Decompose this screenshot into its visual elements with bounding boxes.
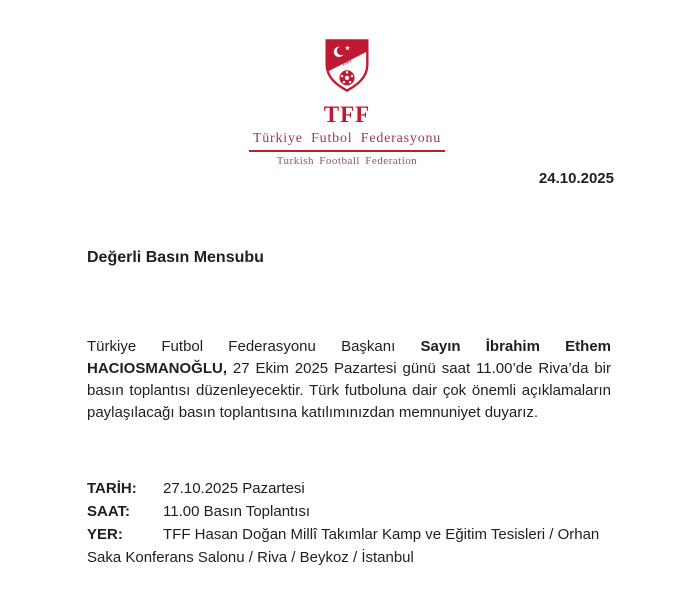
president-name-bold: Sayın İbrahim Ethem HACIOSMANOĞLU, xyxy=(87,338,611,377)
detail-value-yer: TFF Hasan Doğan Millî Takımlar Kamp ve Eğitim Tesisleri / Orhan Saka Konferans Salonu / Riva / Beykoz / İstanbul xyxy=(87,526,600,566)
salutation: Değerli Basın Mensubu xyxy=(87,249,264,266)
tff-crest-icon xyxy=(321,36,373,96)
federation-name-turkish: Türkiye Futbol Federasyonu xyxy=(249,132,445,152)
detail-label-saat: SAAT: xyxy=(87,503,131,520)
body-text-part2: 27 Ekim 2025 Pazartesi günü saat 11.00’de Riva’da bir basın toplantısı düzenleyecektir. Türk futboluna dair çok önemli açıklamaların paylaşılacağı basın toplantısına katılımınızdan memnuniyet duyarız. xyxy=(87,360,611,421)
detail-value-tarih: 27.10.2025 Pazartesi xyxy=(163,480,305,497)
body-paragraph xyxy=(87,336,611,424)
detail-label-yer: YER: xyxy=(87,526,123,543)
body-text-part1: Türkiye Futbol Federasyonu Başkanı xyxy=(87,338,421,355)
crest-year-text: 1923 xyxy=(340,57,353,68)
federation-name-english: Turkish Football Federation xyxy=(276,155,418,167)
document-date: 24.10.2025 xyxy=(538,170,614,187)
tff-logo-block xyxy=(0,36,694,167)
detail-value-saat: 11.00 Basın Toplantısı xyxy=(163,503,311,520)
event-details xyxy=(87,477,611,569)
tff-acronym: TFF xyxy=(323,102,371,127)
detail-label-tarih: TARİH: xyxy=(87,480,137,497)
detail-row-place xyxy=(87,523,611,569)
detail-row-time xyxy=(87,500,611,523)
detail-row-date xyxy=(87,477,611,500)
